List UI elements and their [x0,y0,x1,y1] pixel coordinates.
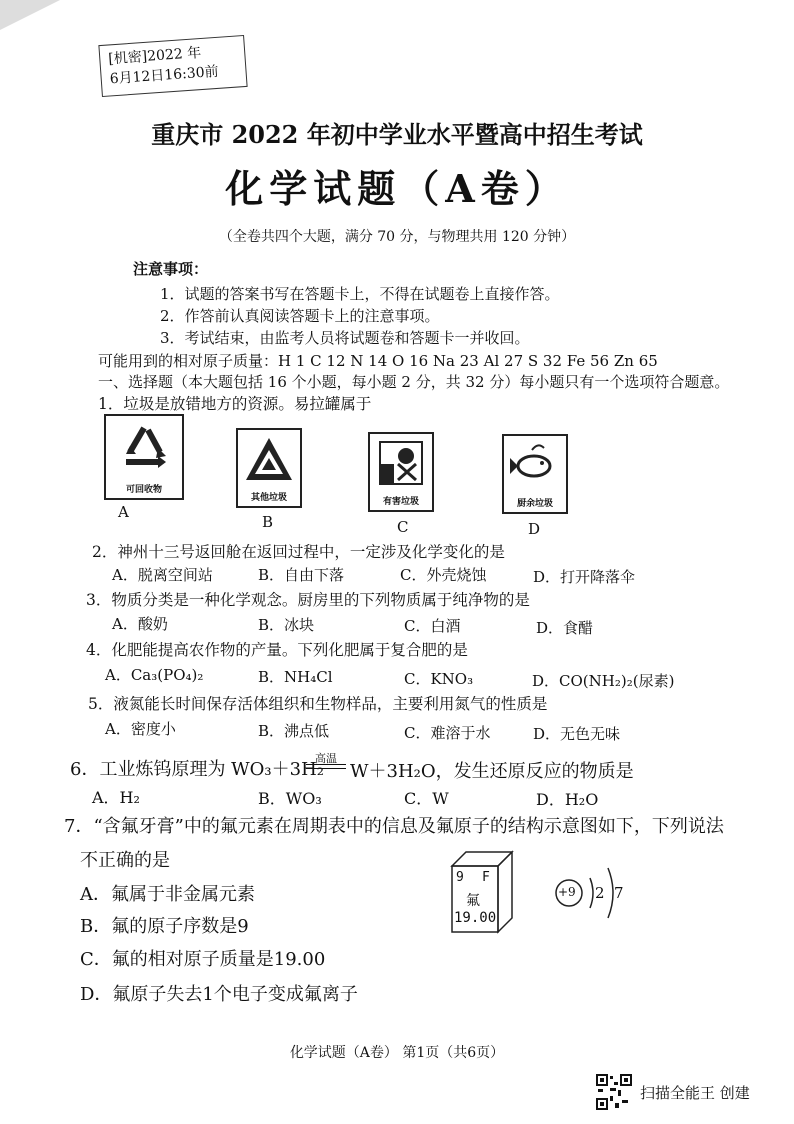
section-1-heading: 一、选择题（本大题包括 16 个小题，每小题 2 分，共 32 分）每小题只有一个选项符合题意。 [98,373,730,391]
question-6-option-b: B．WO₃ [258,789,322,808]
confidential-stamp [98,35,247,97]
question-3-option-a: A．酸奶 [112,615,168,633]
question-5-option-a: A．密度小 [105,720,176,738]
question-4-stem: 4．化肥能提高农作物的产量。下列化肥属于复合肥的是 [86,641,468,659]
notice-item-3: 3．考试结束，由监考人员将试题卷和答题卡一并收回。 [160,329,530,347]
qr-code-icon [596,1074,632,1110]
option-b-label: 其他垃圾 [250,493,287,503]
shell-1-electrons: 2 [595,884,605,902]
page-footer: 化学试题（A卷） 第1页（共6页） [289,1045,505,1061]
option-c-label: 有害垃圾 [382,497,419,507]
shell-2-electrons: 7 [614,884,624,902]
question-5-stem: 5．液氮能长时间保存活体组织和生物样品，主要利用氮气的性质是 [88,695,548,713]
kitchen-waste-icon [504,436,566,498]
element-name: 氟 [466,893,480,909]
question-7-option-c: C．氟的相对原子质量是19.00 [80,949,326,970]
question-5-option-d: D．无色无味 [533,725,621,743]
element-symbol: F [482,870,490,885]
atomic-mass: 19.00 [454,910,497,926]
question-3-option-c: C．白酒 [404,617,461,635]
question-2-option-b: B．自由下落 [258,566,345,584]
question-6-option-c: C．W [404,789,449,808]
question-2-option-d: D．打开降落伞 [533,568,636,586]
question-2-stem: 2．神州十三号返回舱在返回过程中，一定涉及化学变化的是 [92,543,505,561]
periodic-table-card [446,846,516,936]
scanner-watermark: 扫描全能王 创建 [640,1084,750,1102]
question-7-stem-line-2: 不正确的是 [80,850,170,871]
question-6-stem-part-1: 6．工业炼钨原理为 WO₃＋3H₂ [70,759,325,780]
nucleus-charge: +9 [558,885,576,899]
question-4-option-d: D．CO(NH₂)₂(尿素) [532,672,675,690]
notice-item-1: 1．试题的答案书写在答题卡上，不得在试题卷上直接作答。 [160,285,560,303]
question-2-option-c: C．外壳烧蚀 [400,566,487,584]
question-6-option-d: D．H₂O [536,790,599,809]
question-2-option-a: A．脱离空间站 [112,566,213,584]
question-5-option-c: C．难溶于水 [404,724,491,742]
question-6-stem-part-2: W＋3H₂O，发生还原反应的物质是 [350,761,634,782]
option-a-image [104,414,184,500]
atomic-number: 9 [456,870,464,885]
exam-title: 重庆市 2022 年初中学业水平暨高中招生考试 [151,120,643,149]
atom-structure-diagram [552,850,642,940]
option-a-letter: A [118,503,129,521]
notice-heading: 注意事项： [133,260,209,278]
question-1-stem: 1．垃圾是放错地方的资源。易拉罐属于 [98,395,372,413]
option-c-letter: C [397,518,409,536]
question-4-option-b: B．NH₄Cl [258,668,333,686]
atomic-mass-line: 可能用到的相对原子质量：H 1 C 12 N 14 O 16 Na 23 Al 27 S 32 Fe 56 Zn 65 [98,352,658,370]
recycle-icon [106,416,182,486]
question-5-option-b: B．沸点低 [258,722,330,740]
stamp-line-1: [机密]2022 年 [107,45,202,68]
stamp-line-2: 6月12日16:30前 [109,63,220,88]
question-4-option-c: C．KNO₃ [404,670,474,688]
option-d-letter: D [528,520,541,538]
question-7-stem-line-1: 7．“含氟牙膏”中的氟元素在周期表中的信息及氟原子的结构示意图如下，下列说法 [64,816,724,837]
option-d-label: 厨余垃圾 [516,499,553,509]
reaction-condition: 高温 [315,752,337,765]
hazardous-waste-icon [370,434,432,496]
notice-item-2: 2．作答前认真阅读答题卡上的注意事项。 [160,307,440,325]
subject-title: 化学试题（A卷） [225,166,569,211]
option-d-image [502,434,568,514]
question-7-option-b: B．氟的原子序数是9 [80,916,249,937]
option-b-letter: B [262,513,274,531]
question-7-option-a: A．氟属于非金属元素 [80,884,255,905]
option-c-image [368,432,434,512]
question-3-stem: 3．物质分类是一种化学观念。厨房里的下列物质属于纯净物的是 [86,591,530,609]
question-7-option-d: D．氟原子失去1个电子变成氟离子 [80,984,358,1005]
option-b-image [236,428,302,508]
exam-subtitle: （全卷共四个大题，满分 70 分，与物理共用 120 分钟） [218,229,576,245]
question-4-option-a: A．Ca₃(PO₄)₂ [105,666,204,684]
other-waste-icon [238,430,300,492]
question-6-option-a: A．H₂ [92,788,140,807]
question-3-option-d: D．食醋 [536,619,594,637]
option-a-label: 可回收物 [125,485,162,495]
question-3-option-b: B．冰块 [258,616,315,634]
reaction-arrow [306,764,346,769]
page-corner-fold [0,0,60,30]
